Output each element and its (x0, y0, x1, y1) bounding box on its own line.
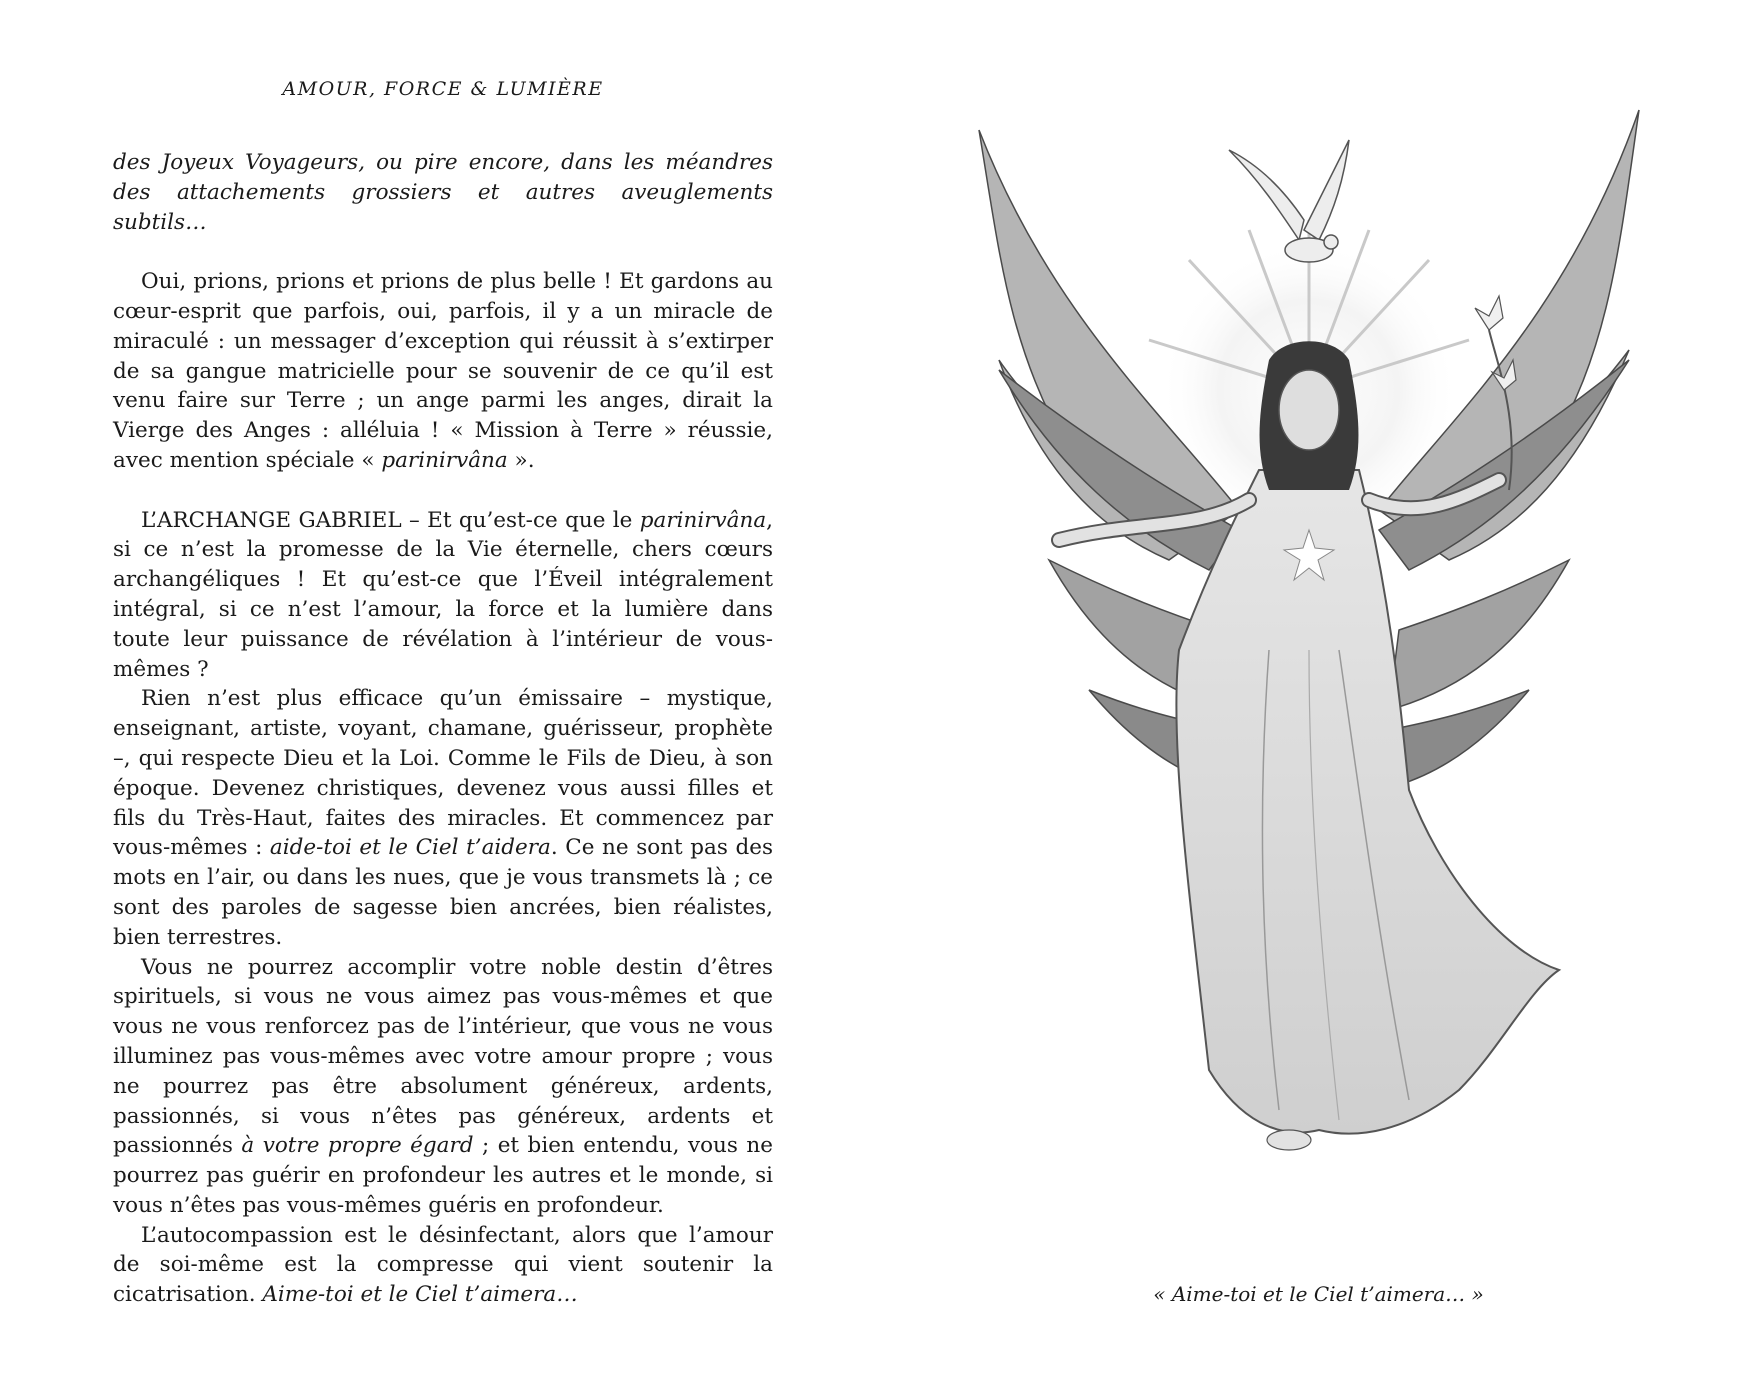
paragraph-5: Vous ne pourrez accomplir votre noble destin d’êtres spirituels, si vous ne vous aimez pas vous-mêmes et que vous ne vous renforcez pas de l’intérieur, que vous ne vous illuminez pas vous-mêmes avec votre amour propre ; vous ne pourrez pas être absolument généreux, ardents, passionnés, si vous n’êtes pas généreux, ardents et passionnés à votre propre égard ; et bien entendu, vous ne pourrez pas guérir en profondeur les autres et le monde, si vous n’êtes pas vous-mêmes guéris en profondeur. (113, 954, 773, 1218)
paragraph-2: Oui, prions, prions et prions de plus belle ! Et gardons au cœur-esprit que parfois, oui, parfois, il y a un miracle de miraculé : un messager d’exception qui réussit à s’extirper de sa gangue matricielle pour se souvenir de ce qu’il est venu faire sur Terre ; un ange parmi les anges, dirait la Vierge des Anges : alléluia ! « Mission à Terre » réussie, avec mention spéciale « parinirvâna ». (113, 269, 773, 473)
dove (1229, 140, 1349, 262)
angel-illustration (939, 90, 1679, 1270)
illustration-caption: « Aime-toi et le Ciel t’aimera… » (1153, 1282, 1484, 1306)
paragraph-6: L’autocompassion est le désinfectant, alors que l’amour de soi-même est la compresse qui vient soutenir la cicatrisation. Aime-toi et le Ciel t’aimera… (113, 1222, 773, 1308)
paragraph-1: des Joyeux Voyageurs, ou pire encore, dans les méandres des attachements grossiers et autres aveuglements subtils… (113, 150, 773, 235)
right-page (879, 0, 1758, 1400)
body-text (113, 148, 773, 1310)
paragraph-4: Rien n’est plus efficace qu’un émissaire – mystique, enseignant, artiste, voyant, chamane, guérisseur, prophète –, qui respecte Dieu et la Loi. Comme le Fils de Dieu, à son époque. Devenez christiques, devenez vous aussi filles et fils du Très-Haut, faites des miracles. Et commencez par vous-mêmes : aide-toi et le Ciel t’aidera. Ce ne sont pas des mots en l’air, ou dans les nues, que je vous transmets là ; ce sont des paroles de sagesse bien ancrées, bien réalistes, bien terrestres. (113, 686, 773, 950)
running-head: AMOUR, FORCE & LUMIÈRE (282, 78, 604, 100)
paragraph-3: L’ARCHANGE GABRIEL – Et qu’est-ce que le parinirvâna, si ce n’est la promesse de la Vie éternelle, chers cœurs archangéliques ! Et qu’est-ce que l’Éveil intégralement intégral, si ce n’est l’amour, la force et la lumière dans toute leur puissance de révélation à l’intérieur de vous-mêmes ? (113, 507, 773, 682)
